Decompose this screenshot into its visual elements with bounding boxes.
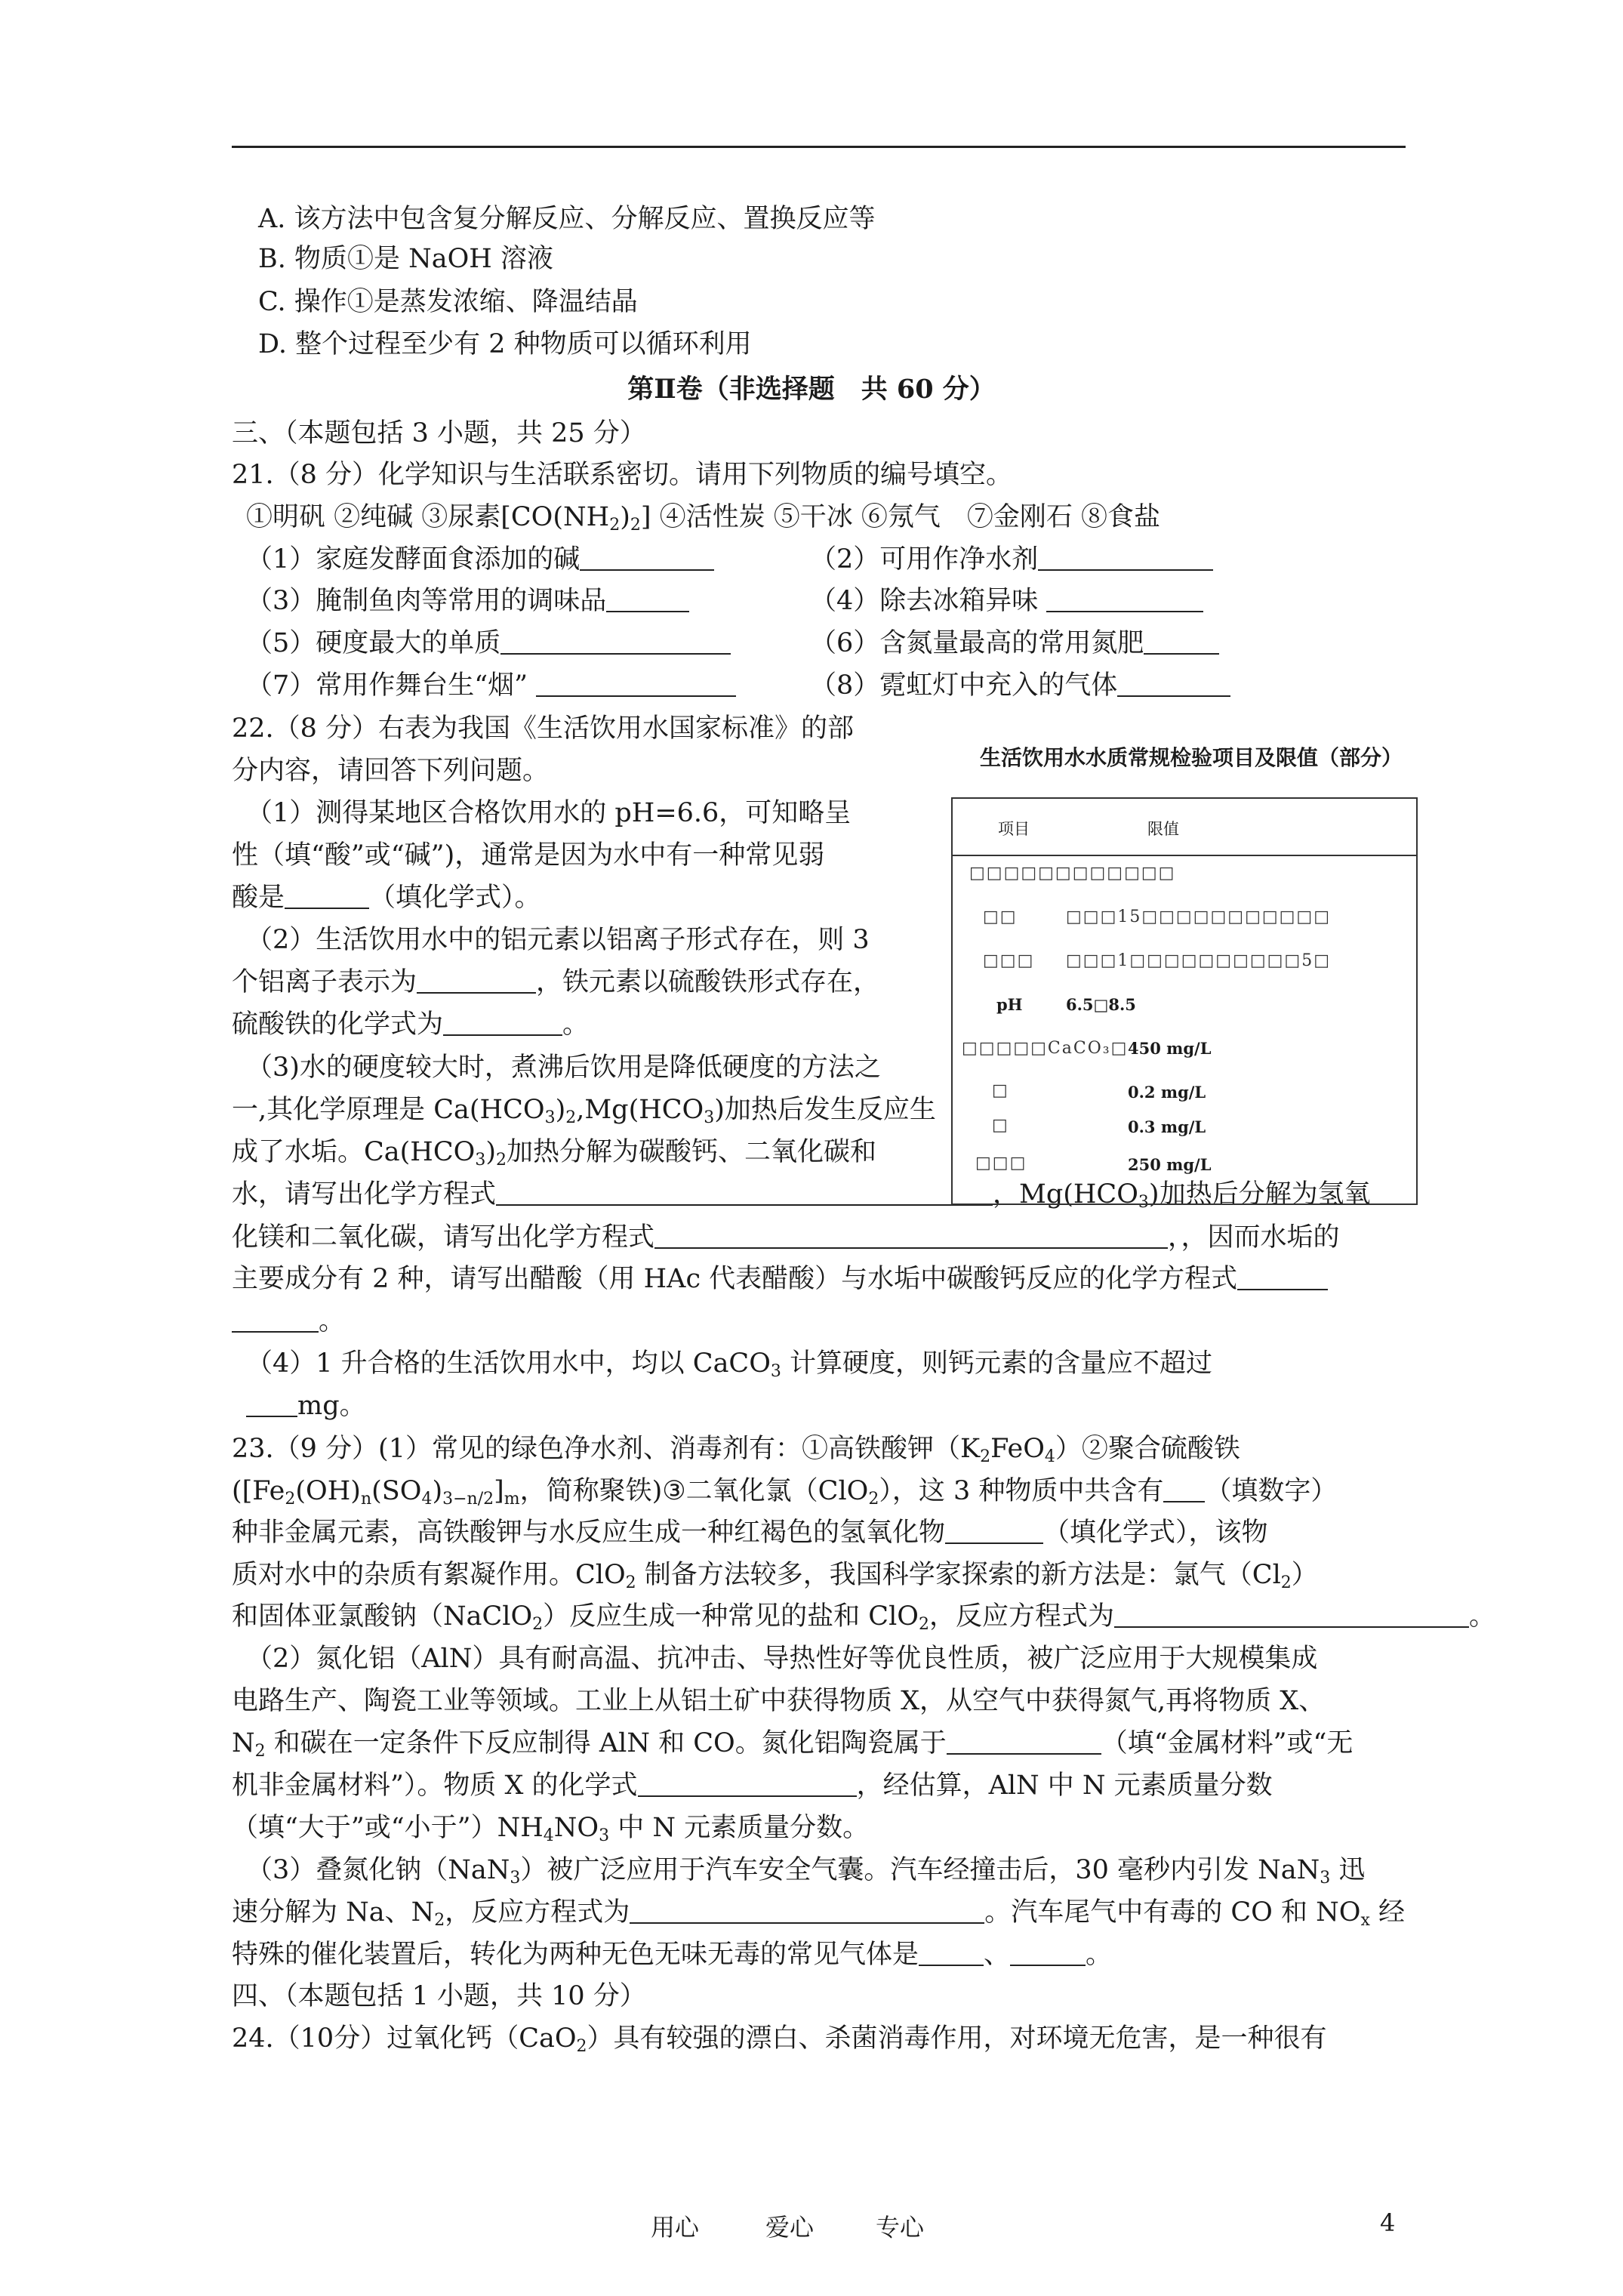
- q21-item-2: （2）可用作净水剂: [810, 543, 1213, 576]
- table-row-5-limit: 0.2 mg/L: [1128, 1083, 1206, 1102]
- q23-line-3: 种非金属元素，高铁酸钾与水反应生成一种红褐色的氢氧化物 （填化学式），该物: [232, 1518, 1268, 1548]
- footer-text-1: 用心: [651, 2213, 700, 2242]
- q21-item-6: （6）含氮量最高的常用氮肥: [810, 627, 1219, 660]
- q22-line-2: 分内容，请回答下列问题。: [232, 756, 550, 786]
- q21-item-3: （3）腌制鱼肉等常用的调味品: [246, 584, 689, 618]
- q23-line-13: 特殊的催化装置后，转化为两种无色无味无毒的常见气体是 、 。: [232, 1940, 1113, 1970]
- q22-line-10: 一,其化学原理是 $Ca(HCO_3)_2,Mg(HCO_3)$加热后发生反应生: [232, 1095, 936, 1127]
- q21-substance-list: ①明矾 ②纯碱 ③尿素$[CO(NH_2)_2]$ ④活性炭 ⑤干冰 ⑥氖气 ⑦金刚石 ⑧食盐: [246, 502, 1161, 535]
- footer-text-3: 专心: [876, 2213, 925, 2242]
- q23-line-12: 速分解为 Na、$N_2$，反应方程式为 。汽车尾气中有毒的 CO 和 $NO_x$ 经: [232, 1897, 1405, 1930]
- q22-line-13: 化镁和二氧化碳，请写出化学方程式 ，，因而水垢的: [232, 1222, 1340, 1253]
- table-row-1-item: □□: [983, 908, 1018, 926]
- q23-line-7: 电路生产、陶瓷工业等领域。工业上从铝土矿中获得物质 X，从空气中获得氮气,再将物质 X、: [232, 1686, 1326, 1716]
- q22-line-1: 22.（8 分）右表为我国《生活饮用水国家标准》的部: [232, 713, 855, 744]
- footer-text-2: 爱心: [765, 2213, 815, 2242]
- q23-line-1: 23.（9 分）(1）常见的绿色净水剂、消毒剂有：①高铁酸钾$(K_2FeO_4)②$聚合硫酸铁: [232, 1434, 1240, 1466]
- q22-line-4: 性（填“酸”或“碱”)，通常是因为水中有一种常见弱: [232, 840, 825, 871]
- option-a: A. 该方法中包含复分解反应、分解反应、置换反应等: [258, 204, 876, 234]
- table-row-1-limit: □□□15□□□□□□□□□□□: [1066, 908, 1331, 926]
- q23-line-6: （2）氮化铝（AlN）具有耐高温、抗冲击、导热性好等优良性质，被广泛应用于大规模集成: [246, 1644, 1318, 1674]
- q22-line-17: mg。: [246, 1389, 366, 1422]
- table-row-2-item: □□□: [983, 951, 1035, 970]
- q22-line-11: 成了水垢。$Ca(HCO_3)_2$加热分解为碳酸钙、二氧化碳和: [232, 1137, 876, 1170]
- q23-line-2: ($[Fe_2(OH)_n(SO_4)_{3-n/2}]_m$，简称聚铁)③二氧化氯（ClO$_2$），这 3 种物质中共含有 （填数字）: [232, 1476, 1338, 1509]
- table-row-3-limit: 6.5□8.5: [1066, 995, 1136, 1014]
- table-header-item: 项目: [998, 820, 1030, 838]
- q21-item-7: （7）常用作舞台生“烟”: [246, 669, 736, 702]
- option-c: C. 操作①是蒸发浓缩、降温结晶: [258, 287, 638, 317]
- q23-line-10: （填“大于”或“小于$”)NH_4NO_3$ 中 N 元素质量分数。: [232, 1813, 870, 1845]
- q24-line-1: 24.（10分）过氧化钙（CaO$_2$）具有较强的漂白、杀菌消毒作用，对环境无危害，是一种很有: [232, 2023, 1327, 2056]
- section-4-heading: 四、（本题包括 1 小题，共 10 分）: [232, 1981, 646, 2011]
- q22-line-5: 酸是 （填化学式）。: [232, 883, 541, 913]
- q23-line-4: 质对水中的杂质有絮凝作用。ClO$_2$ 制备方法较多，我国科学家探索的新方法是：氯气$(Cl_2)$: [232, 1560, 1318, 1592]
- table-row-0: □□□□□□□□□□□□: [969, 864, 1176, 883]
- q21-item-4: （4）除去冰箱异味: [810, 584, 1203, 618]
- table-row-6-item: □: [992, 1116, 1009, 1135]
- header-rule: [232, 146, 1406, 148]
- option-d: D. 整个过程至少有 2 种物质可以循环利用: [258, 329, 752, 359]
- part-title: 第Ⅱ卷（非选择题 共 60 分）: [627, 374, 996, 405]
- q22-line-9: （3)水的硬度较大时，煮沸后饮用是降低硬度的方法之: [246, 1052, 881, 1083]
- table-row-4-item: □□□□□CaCO₃□: [962, 1039, 1129, 1058]
- q22-line-7: 个铝离子表示为 ，铁元素以硫酸铁形式存在，: [232, 967, 880, 997]
- table-row-4-limit: 450 mg/L: [1128, 1039, 1212, 1058]
- q22-line-8: 硫酸铁的化学式为 。: [232, 1009, 590, 1040]
- table-row-3-item: pH: [996, 995, 1023, 1014]
- table-header-limit: 限值: [1147, 820, 1179, 838]
- table-row-7-item: □□□: [975, 1154, 1027, 1173]
- page-number: 4: [1380, 2208, 1396, 2237]
- q22-line-15: 。: [232, 1305, 345, 1338]
- section-3-heading: 三、（本题包括 3 小题，共 25 分）: [232, 418, 646, 448]
- q22-line-16: （4）1 升合格的生活饮用水中，均以 CaCO$_3$ 计算硬度，则钙元素的含量应不超过: [246, 1348, 1213, 1381]
- q21-stem: 21.（8 分）化学知识与生活联系密切。请用下列物质的编号填空。: [232, 460, 1013, 490]
- table-row-2-limit: □□□1□□□□□□□□□□5□: [1066, 951, 1331, 970]
- table-title: 生活饮用水水质常规检验项目及限值（部分）: [980, 745, 1403, 770]
- q21-item-1: （1）家庭发酵面食添加的碱: [246, 543, 714, 576]
- table-row-5-item: □: [992, 1081, 1009, 1100]
- q23-line-11: （3）叠氮化钠（NaN$_3$）被广泛应用于汽车安全气囊。汽车经撞击后，30 毫秒内引发 NaN$_3$ 迅: [246, 1855, 1366, 1888]
- water-standard-table: [951, 797, 1418, 1205]
- q22-line-12: 水，请写出化学方程式 ，$Mg(HCO_3)$加热后分解为氢氧: [232, 1179, 1371, 1212]
- table-row-6-limit: 0.3 mg/L: [1128, 1117, 1206, 1136]
- q23-line-8: $N_2$ 和碳在一定条件下反应制得 AlN 和 CO。氮化铝陶瓷属于 （填“金属材料”或“无: [232, 1728, 1354, 1761]
- q21-item-8: （8）霓虹灯中充入的气体: [810, 669, 1230, 702]
- q22-line-3: （1）测得某地区合格饮用水的 pH=6.6，可知略呈: [246, 798, 852, 828]
- q22-line-6: （2）生活饮用水中的铝元素以铝离子形式存在，则 3: [246, 925, 870, 955]
- q21-item-5: （5）硬度最大的单质: [246, 627, 731, 660]
- option-b: B. 物质①是 NaOH 溶液: [258, 244, 553, 274]
- q23-line-5: 和固体亚氯酸钠（NaClO$_2$）反应生成一种常见的盐和 ClO$_2$，反应方程式为 。: [232, 1601, 1495, 1634]
- q22-line-14: 主要成分有 2 种，请写出醋酸（用 HAc 代表醋酸）与水垢中碳酸钙反应的化学方程式: [232, 1262, 1328, 1296]
- q23-line-9: 机非金属材料”）。物质 X 的化学式 ，经估算，AlN 中 N 元素质量分数: [232, 1771, 1273, 1801]
- table-header-divider: [953, 855, 1416, 856]
- table-row-7-limit: 250 mg/L: [1128, 1155, 1212, 1174]
